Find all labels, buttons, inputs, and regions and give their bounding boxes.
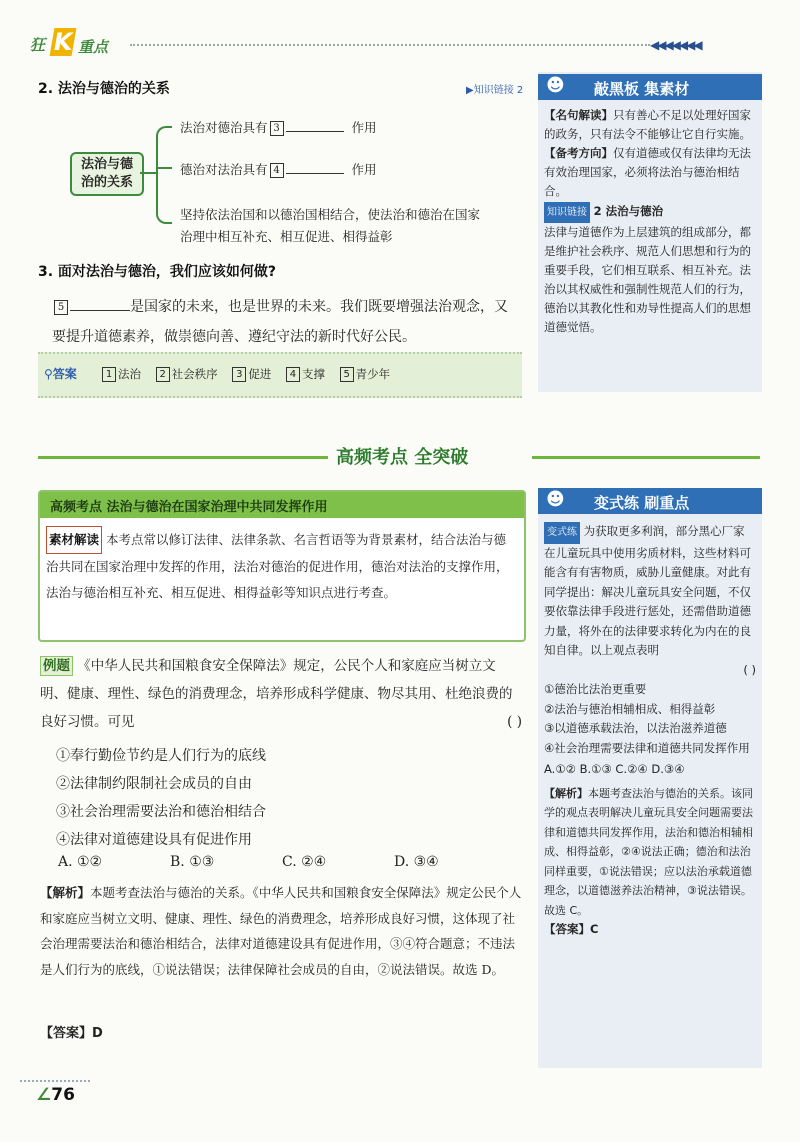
option: ③以道德承载法治，以法治滋养道德 bbox=[544, 721, 727, 735]
answer-label: ⚲答案 bbox=[44, 367, 77, 381]
example-options bbox=[56, 742, 266, 854]
side-panel-practice bbox=[538, 488, 762, 1068]
example-answer: 【答案】D bbox=[40, 1026, 103, 1041]
mindmap-branch-2: 德治对法治具有 4 作用 bbox=[180, 162, 377, 177]
option: ③社会治理需要法治和德治相结合 bbox=[56, 804, 266, 820]
option: ④社会治理需要法律和道德共同发挥作用 bbox=[544, 740, 750, 755]
side-panel-notes-body: 【名句解读】只有善心不足以处理好国家的政务，只有法令不能够让它自行实施。 【备考方向】仅有道德或仅有法律均无法有效治理国家，必须将法治与德治相结合。 知识链接 2 法治与德治 法律与道德作为上层建筑的组成部分，都是维护社会秩序、规范人们思想和行为的重要手段，它们相互联系、相互补充。法治以其权威性和强制性规范人们的行为，德治以其教化性和劝导性提高人们的思想道德觉悟。 bbox=[544, 108, 751, 334]
mindmap-branch-3: 坚持依法治国和以德治国相结合，使法治和德治在国家 治理中相互补充、相互促进、相得益彰 bbox=[180, 207, 481, 244]
practice-answer: 【答案】C bbox=[544, 922, 599, 936]
blank-4: 4 bbox=[270, 163, 284, 178]
mindmap-connector bbox=[140, 172, 156, 174]
page-icon: ∠ bbox=[36, 1085, 52, 1105]
key-icon: ⚲ bbox=[44, 367, 53, 381]
header-divider bbox=[130, 44, 650, 46]
answers-bar bbox=[38, 352, 522, 398]
option: ④法律对道德建设具有促进作用 bbox=[56, 832, 252, 848]
choice: D. ③④ bbox=[394, 854, 439, 870]
option: ①德治比法治更重要 bbox=[544, 682, 647, 696]
side-panel-notes-header: ☻ 敲黑板 集素材 bbox=[538, 74, 762, 100]
choice: C. ②④ bbox=[282, 854, 327, 870]
side-panel-notes bbox=[538, 72, 762, 392]
option: ②法治与德治相辅相成、相得益彰 bbox=[544, 701, 716, 716]
brand-logo: 狂 K 重点 bbox=[30, 28, 109, 56]
blank-5: 5 bbox=[54, 300, 68, 315]
option: ②法律制约限制社会成员的自由 bbox=[56, 776, 252, 792]
side-panel-practice-body: 变式练 为获取更多利润，部分黑心厂家在儿童玩具中使用劣质材料，这些材料可能含有有害物质，威胁儿童健康。对此有同学提出：解决儿童玩具安全问题，不仅要依靠法律手段进行惩处，还需借助道德力量，将外在的法律要求转化为内在的良知自律。以上观点表明 ( ) ①德治比法治更重要 ②法治与德治相辅相成、相得益彰 ③以道德承载法治，以法治滋养道德 ④社会治理需要法律和道德共同发挥作用 A.①② B.①③ C.②④ D.③④ 【解析】本题考查法治与德治的关系。该同学的观点表明解决儿童玩具安全问题需要法律和道德共同发挥作用，法治和德治相辅相成、相得益彰，②④说法正确；德治和法治同样重要，①说法错误；应以法治承载道德理念，以道德滋养法治精神，③说法错误。故选 C。 【答案】C bbox=[544, 522, 756, 940]
blank-3: 3 bbox=[270, 121, 284, 136]
student-icon: ☻ bbox=[546, 489, 565, 510]
example-analysis: 【解析】本题考查法治与德治的关系。《中华人民共和国粮食安全保障法》规定公民个人和家庭应当树立文明、健康、理性、绿色的消费理念，培养形成良好习惯，这体现了社会治理需要法治和德治相结合，法律对道德建设具有促进作用，③④符合题意；不违法是人们行为的底线，①说法错误；法律保障社会成员的自由，②说法错误。故选 D。 bbox=[40, 885, 522, 977]
answer-item: 2 社会秩序 bbox=[154, 367, 218, 381]
example-question: 例题 《中华人民共和国粮食安全保障法》规定，公民个人和家庭应当树立文明、健康、理性、绿色的消费理念，培养形成科学健康、物尽其用、杜绝浪费的良好习惯。可见 ( ) bbox=[40, 658, 522, 730]
header-arrows: ◀◀◀◀◀◀◀ bbox=[650, 38, 701, 52]
key-point-body: 素材解读 本考点常以修订法律、法律条款、名言哲语等为背景素材，结合法治与德治共同在国家治理中发挥的作用，法治对德治的促进作用，德治对法治的支撑作用，法治与德治相互补充、相互促进、相得益彰等知识点进行考查。 bbox=[46, 526, 516, 606]
key-point-box bbox=[38, 490, 526, 642]
mindmap-center: 法治与德治的关系 bbox=[70, 152, 144, 196]
answer-list bbox=[100, 366, 390, 382]
material-tag: 素材解读 bbox=[46, 526, 102, 554]
option: ①奉行勤俭节约是人们行为的底线 bbox=[56, 748, 266, 764]
section3-body: 5 是国家的未来，也是世界的未来。我们既要增强法治观念，又 要提升道德素养，做崇德向善、遵纪守法的新时代好公民。 bbox=[52, 299, 508, 345]
answer-item: 1 法治 bbox=[100, 367, 141, 381]
key-point-title: 高频考点 法治与德治在国家治理中共同发挥作用 bbox=[50, 500, 328, 515]
section3-title: 3. 面对法治与德治，我们应该如何做? bbox=[38, 264, 277, 280]
answer-item: 4 支撑 bbox=[284, 367, 325, 381]
practice-choices: A.①② B.①③ C.②④ D.③④ bbox=[544, 762, 685, 776]
mindmap-mid-branch bbox=[156, 167, 172, 169]
answer-item: 3 促进 bbox=[230, 367, 271, 381]
section-banner: 高频考点 全突破 bbox=[38, 437, 760, 477]
section2-title: 2. 法治与德治的关系 bbox=[38, 81, 170, 97]
choice: A. ①② bbox=[58, 854, 103, 870]
practice-tag: 变式练 bbox=[544, 522, 580, 544]
student-icon: ☻ bbox=[546, 75, 565, 96]
example-choices bbox=[58, 854, 478, 870]
choice: B. ①③ bbox=[170, 854, 215, 870]
side-panel-practice-header: ☻ 变式练 刷重点 bbox=[538, 488, 762, 514]
answer-item: 5 青少年 bbox=[338, 367, 391, 381]
page-number: ∠76 bbox=[36, 1085, 75, 1105]
mindmap-branch-1: 法治对德治具有 3 作用 bbox=[180, 120, 377, 135]
mindmap-brace bbox=[156, 126, 172, 224]
knowledge-link-tag: ▶知识链接 2 bbox=[466, 85, 524, 96]
example-tag: 例题 bbox=[40, 656, 73, 676]
practice-analysis: 【解析】本题考查法治与德治的关系。该同学的观点表明解决儿童玩具安全问题需要法律和道德共同发挥作用，法治和德治相辅相成、相得益彰，②④说法正确；德治和法治同样重要，①说法错误；应以法治承载道德理念，以道德滋养法治精神，③说法错误。故选 C。 bbox=[544, 786, 753, 917]
knowledge-link-badge: 知识链接 bbox=[544, 202, 590, 223]
